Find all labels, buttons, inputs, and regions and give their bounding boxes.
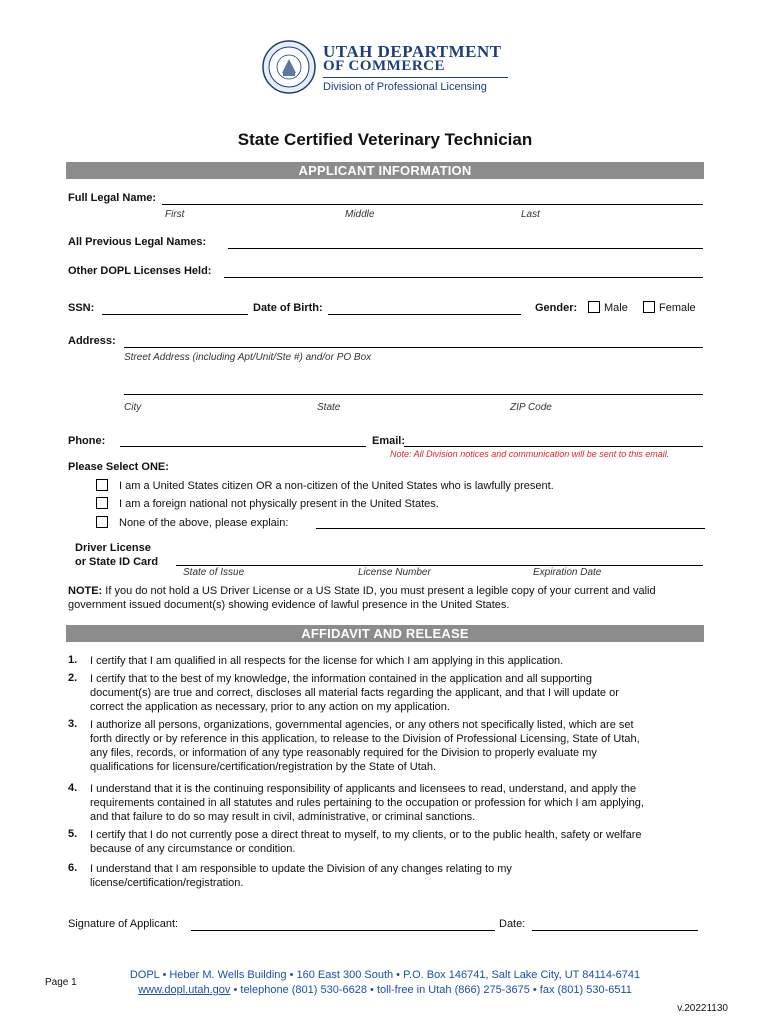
select-one-label: Please Select ONE: [68, 461, 169, 473]
city-hint: City [124, 402, 142, 413]
foreign-national-option-label: I am a foreign national not physically present in the United States. [119, 498, 439, 510]
state-of-issue-hint: State of Issue [183, 567, 245, 578]
affidavit-item-2 [90, 672, 619, 714]
gender-label: Gender: [535, 302, 578, 314]
other-licenses-label: Other DOPL Licenses Held: [68, 265, 212, 277]
gender-female-label: Female [659, 302, 696, 314]
ssn-field[interactable] [102, 314, 248, 315]
version-number: v.20221130 [677, 1003, 728, 1014]
affidavit-item-5-number: 5. [68, 828, 78, 840]
city-state-zip-field[interactable] [124, 394, 703, 395]
foreign-national-checkbox[interactable] [96, 497, 108, 509]
address-label: Address: [68, 335, 116, 347]
footer-phone-fax: • telephone (801) 530-6628 • toll-free in Utah (866) 275-3675 • fax (801) 530-6511 [230, 984, 632, 996]
previous-names-label: All Previous Legal Names: [68, 236, 207, 248]
affidavit-item-6-line: I understand that I am responsible to update the Division of any changes relating to my [90, 863, 512, 875]
affidavit-item-1 [90, 654, 563, 668]
gender-female-checkbox[interactable] [643, 301, 655, 313]
email-note: Note: All Division notices and communication will be sent to this email. [390, 449, 670, 459]
department-name-line1: UTAH DEPARTMENT [323, 42, 502, 61]
street-address-field[interactable] [124, 347, 703, 348]
none-of-above-checkbox[interactable] [96, 516, 108, 528]
website-link[interactable]: www.dopl.utah.gov [138, 984, 231, 996]
street-address-hint: Street Address (including Apt/Unit/Ste #) and/or PO Box [124, 352, 372, 363]
gender-male-label: Male [604, 302, 628, 314]
last-name-hint: Last [521, 209, 540, 220]
full-name-label: Full Legal Name: [68, 192, 157, 204]
affidavit-item-2-line: I certify that to the best of my knowledge, the information contained in the application and all supporting [90, 673, 593, 685]
affidavit-item-6-line: license/certification/registration. [90, 877, 244, 889]
page-number: Page 1 [45, 977, 77, 988]
driver-license-label-line2: or State ID Card [75, 556, 159, 568]
dob-label: Date of Birth: [253, 302, 323, 314]
affidavit-item-4-line: I understand that it is the continuing responsibility of applicants and licensees to read, understand, and apply the [90, 783, 637, 795]
other-licenses-field[interactable] [224, 277, 703, 278]
signature-field[interactable] [191, 930, 495, 931]
affidavit-item-3-line: forth directly or by reference in this application, to release to the Division of Professional Licensing, State of Utah, [90, 733, 640, 745]
previous-names-field[interactable] [228, 248, 703, 249]
affidavit-item-4-number: 4. [68, 782, 78, 794]
affidavit-item-1-number: 1. [68, 654, 78, 666]
signature-label: Signature of Applicant: [68, 918, 179, 930]
affidavit-item-5-line: I certify that I do not currently pose a direct threat to myself, to my clients, or to the public health, safety or welfare [90, 829, 642, 841]
first-name-hint: First [165, 209, 185, 220]
note-label: NOTE: [68, 585, 103, 597]
affidavit-item-3-number: 3. [68, 718, 78, 730]
zip-hint: ZIP Code [510, 402, 552, 413]
affidavit-item-2-number: 2. [68, 672, 78, 684]
email-label: Email: [372, 435, 406, 447]
none-of-above-option-label: None of the above, please explain: [119, 517, 289, 529]
affidavit-item-5 [90, 828, 641, 856]
citizen-option-label: I am a United States citizen OR a non-citizen of the United States who is lawfully present. [119, 480, 554, 492]
date-field[interactable] [532, 930, 698, 931]
division-name: Division of Professional Licensing [323, 81, 487, 93]
footer-contact [0, 984, 770, 996]
expiration-date-hint: Expiration Date [533, 567, 602, 578]
lawful-presence-note [68, 584, 708, 612]
footer-address: DOPL • Heber M. Wells Building • 160 East 300 South • P.O. Box 146741, Salt Lake City, UT 84114-6741 [129, 969, 641, 981]
full-name-field[interactable] [162, 204, 703, 205]
citizen-checkbox[interactable] [96, 479, 108, 491]
state-hint: State [317, 402, 341, 413]
department-name-line2: OF COMMERCE [323, 58, 446, 74]
affidavit-item-4-line: requirements contained in all statutes and rules pertaining to the occupation or profession for which I am applying, [90, 797, 644, 809]
note-text-line2: government issued document(s) showing evidence of lawful presence in the United States. [68, 599, 510, 611]
gender-male-checkbox[interactable] [588, 301, 600, 313]
phone-field[interactable] [120, 446, 366, 447]
affidavit-item-4 [90, 782, 644, 824]
email-field[interactable] [404, 446, 703, 447]
affidavit-item-2-line: correct the application as necessary, prior to any action on my application. [90, 701, 450, 713]
date-label: Date: [499, 918, 526, 930]
affidavit-item-6 [90, 862, 512, 890]
affidavit-item-3-line: any files, records, or information of any type reasonably required for the Division to properly evaluate my [90, 747, 597, 759]
utah-seal-icon [262, 40, 316, 94]
form-title: State Certified Veterinary Technician [237, 130, 533, 149]
affidavit-item-6-number: 6. [68, 862, 78, 874]
section-applicant-information: APPLICANT INFORMATION [66, 162, 704, 179]
driver-license-label-line1: Driver License [75, 542, 151, 554]
note-text: If you do not hold a US Driver License or a US State ID, you must present a legible copy of your current and valid [102, 585, 656, 597]
license-number-hint: License Number [358, 567, 431, 578]
phone-label: Phone: [68, 435, 106, 447]
middle-name-hint: Middle [345, 209, 375, 220]
section-affidavit-release: AFFIDAVIT AND RELEASE [66, 625, 704, 642]
affidavit-item-2-line: document(s) are true and correct, discloses all material facts regarding the applicant, and that I will update or [90, 687, 619, 699]
dob-field[interactable] [328, 314, 521, 315]
affidavit-item-5-line: because of any circumstance or condition. [90, 843, 296, 855]
affidavit-item-3-line: qualifications for licensure/certification/registration by the State of Utah. [90, 761, 437, 773]
affidavit-item-3 [90, 718, 640, 774]
affidavit-item-1-line: I certify that I am qualified in all respects for the license for which I am applying in this application. [90, 655, 564, 667]
affidavit-item-3-line: I authorize all persons, organizations, governmental agencies, or any others not specifically listed, which are set [90, 719, 634, 731]
affidavit-item-4-line: and that failure to do so may result in civil, administrative, or criminal sanctions. [90, 811, 476, 823]
driver-license-field[interactable] [176, 565, 703, 566]
explain-field[interactable] [316, 528, 705, 529]
ssn-label: SSN: [68, 302, 95, 314]
logo-divider [323, 77, 508, 78]
